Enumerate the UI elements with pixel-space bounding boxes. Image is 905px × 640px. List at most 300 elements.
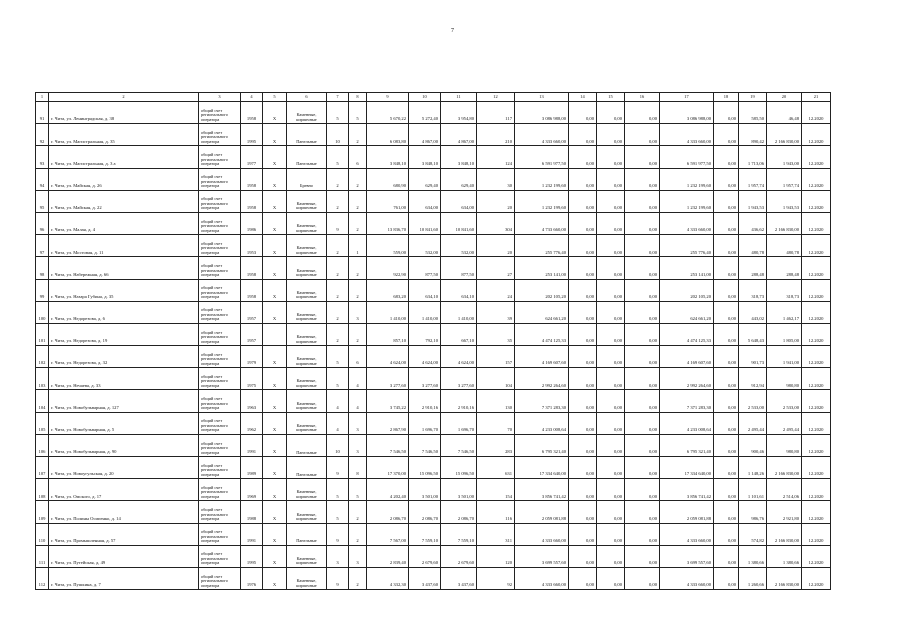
residents-cell: 30	[477, 168, 515, 190]
total-cost-cell: 4 169 607,60	[515, 346, 569, 368]
owners-cost-cell: 1 232 199,60	[660, 190, 714, 212]
total-cost-cell: 17 334 640,00	[515, 457, 569, 479]
table-row	[36, 279, 831, 301]
total-cost-cell: 4 733 660,00	[515, 212, 569, 234]
wall-material-cell: Каменные, кирпичные	[287, 301, 327, 323]
residential-area-cell: 15 096,50	[441, 457, 477, 479]
other-cost-cell: 0,00	[714, 102, 739, 124]
unit-cost-cell: 1 380,66	[739, 545, 767, 567]
budget-cost-cell: 0,00	[597, 523, 625, 545]
living-area-cell: 4 867,00	[409, 124, 441, 146]
column-number-header: 6	[287, 93, 327, 102]
budget-cost-cell: 0,00	[597, 390, 625, 412]
entrances-cell: 6	[349, 146, 367, 168]
entrances-cell: 8	[349, 457, 367, 479]
column-number-header: 21	[802, 93, 831, 102]
completion-date-cell: 12.2020	[802, 168, 831, 190]
wall-material-cell: Каменные, кирпичные	[287, 102, 327, 124]
completion-date-cell: 12.2020	[802, 390, 831, 412]
fund-cost-cell: 0,00	[569, 390, 597, 412]
address-cell: г. Чита, ул. Новобульварная, д. 90	[49, 434, 199, 456]
max-unit-cost-cell: 1 462,17	[767, 301, 802, 323]
residential-area-cell: 532,00	[441, 235, 477, 257]
other-cost-cell: 0,00	[714, 257, 739, 279]
wall-material-cell: Каменные, кирпичные	[287, 412, 327, 434]
mark-cell: Х	[263, 567, 287, 589]
column-number-header: 20	[767, 93, 802, 102]
address-cell: г. Чита, ул. Мостовая, д. 11	[49, 235, 199, 257]
residential-area-cell: 2 910,16	[441, 390, 477, 412]
unit-cost-cell: 443,02	[739, 301, 767, 323]
address-cell: г. Чита, ул. Магистральная, д. 35	[49, 124, 199, 146]
max-unit-cost-cell: 1 943,53	[767, 190, 802, 212]
entrances-cell: 4	[349, 390, 367, 412]
owners-cost-cell: 6 591 977,50	[660, 146, 714, 168]
budget-cost-cell: 0,00	[597, 235, 625, 257]
total-cost-cell: 3 856 741,42	[515, 479, 569, 501]
max-unit-cost-cell: 2 495,44	[767, 412, 802, 434]
other-cost-cell: 0,00	[714, 412, 739, 434]
table-row	[36, 146, 831, 168]
budget-cost-cell: 0,00	[597, 434, 625, 456]
wall-material-cell: Каменные, кирпичные	[287, 279, 327, 301]
budget-cost-cell: 0,00	[597, 479, 625, 501]
local-cost-cell: 0,00	[625, 279, 660, 301]
unit-cost-cell: 480,78	[739, 235, 767, 257]
living-area-cell: 2 910,16	[409, 390, 441, 412]
budget-cost-cell: 0,00	[597, 124, 625, 146]
table-row	[36, 501, 831, 523]
wall-material-cell: Каменные, кирпичные	[287, 190, 327, 212]
local-cost-cell: 0,00	[625, 190, 660, 212]
unit-cost-cell: 585,50	[739, 102, 767, 124]
address-cell: г. Чита, ул. Нечаева, д. 33	[49, 368, 199, 390]
living-area-cell: 3 437,60	[409, 567, 441, 589]
address-cell: г. Чита, ул. Ленинградская, д. 38	[49, 102, 199, 124]
wall-material-cell: Каменные, кирпичные	[287, 257, 327, 279]
budget-cost-cell: 0,00	[597, 501, 625, 523]
budget-cost-cell: 0,00	[597, 257, 625, 279]
fund-cost-cell: 0,00	[569, 412, 597, 434]
total-area-cell: 5 670,22	[367, 102, 409, 124]
other-cost-cell: 0,00	[714, 479, 739, 501]
mark-cell: Х	[263, 479, 287, 501]
address-cell: г. Чита, ул. Недорезова, д. 32	[49, 346, 199, 368]
floors-cell: 5	[327, 146, 349, 168]
column-number-row	[36, 93, 831, 102]
floors-cell: 9	[327, 457, 349, 479]
living-area-cell: 4 624,00	[409, 346, 441, 368]
address-cell: г. Чита, ул. Промышленная, д. 57	[49, 523, 199, 545]
row-number-cell: 99	[36, 279, 49, 301]
wall-material-cell: Панельные	[287, 457, 327, 479]
owners-cost-cell: 4 233 008,64	[660, 412, 714, 434]
local-cost-cell: 0,00	[625, 567, 660, 589]
residential-area-cell: 2 086,70	[441, 501, 477, 523]
account-type-cell: общий счет регионального оператора	[199, 457, 241, 479]
total-area-cell: 922,90	[367, 257, 409, 279]
residents-cell: 70	[477, 412, 515, 434]
owners-cost-cell: 6 795 321,40	[660, 434, 714, 456]
total-cost-cell: 7 371 283,30	[515, 390, 569, 412]
unit-cost-cell: 986,76	[739, 501, 767, 523]
address-cell: г. Чита, ул. Недорезова, д. 6	[49, 301, 199, 323]
residents-cell: 24	[477, 279, 515, 301]
local-cost-cell: 0,00	[625, 412, 660, 434]
total-area-cell: 559,00	[367, 235, 409, 257]
row-number-cell: 109	[36, 501, 49, 523]
fund-cost-cell: 0,00	[569, 124, 597, 146]
residents-cell: 130	[477, 390, 515, 412]
year-built-cell: 1953	[241, 235, 263, 257]
mark-cell: Х	[263, 279, 287, 301]
floors-cell: 2	[327, 323, 349, 345]
local-cost-cell: 0,00	[625, 501, 660, 523]
local-cost-cell: 0,00	[625, 301, 660, 323]
owners-cost-cell: 4 333 660,00	[660, 523, 714, 545]
total-cost-cell: 255 776,40	[515, 235, 569, 257]
wall-material-cell: Каменные, кирпичные	[287, 567, 327, 589]
floors-cell: 5	[327, 368, 349, 390]
table-row	[36, 457, 831, 479]
account-type-cell: общий счет регионального оператора	[199, 390, 241, 412]
wall-material-cell: Бревно	[287, 168, 327, 190]
year-built-cell: 1979	[241, 346, 263, 368]
entrances-cell: 2	[349, 323, 367, 345]
total-area-cell: 3 745,22	[367, 390, 409, 412]
owners-cost-cell: 3 086 988,00	[660, 102, 714, 124]
table-row	[36, 212, 831, 234]
unit-cost-cell: 318,73	[739, 279, 767, 301]
completion-date-cell: 12.2020	[802, 434, 831, 456]
fund-cost-cell: 0,00	[569, 168, 597, 190]
fund-cost-cell: 0,00	[569, 146, 597, 168]
fund-cost-cell: 0,00	[569, 235, 597, 257]
residents-cell: 92	[477, 567, 515, 589]
table-row	[36, 190, 831, 212]
local-cost-cell: 0,00	[625, 235, 660, 257]
residents-cell: 157	[477, 346, 515, 368]
owners-cost-cell: 2 992 264,60	[660, 368, 714, 390]
floors-cell: 9	[327, 212, 349, 234]
other-cost-cell: 0,00	[714, 457, 739, 479]
residential-area-cell: 2 679,60	[441, 545, 477, 567]
table-row	[36, 412, 831, 434]
floors-cell: 5	[327, 501, 349, 523]
fund-cost-cell: 0,00	[569, 102, 597, 124]
completion-date-cell: 12.2020	[802, 501, 831, 523]
entrances-cell: 6	[349, 346, 367, 368]
entrances-cell: 5	[349, 102, 367, 124]
entrances-cell: 2	[349, 190, 367, 212]
max-unit-cost-cell: 2 921,80	[767, 501, 802, 523]
table-row	[36, 235, 831, 257]
completion-date-cell: 12.2020	[802, 146, 831, 168]
year-built-cell: 1986	[241, 212, 263, 234]
row-number-cell: 92	[36, 124, 49, 146]
local-cost-cell: 0,00	[625, 368, 660, 390]
row-number-cell: 103	[36, 368, 49, 390]
max-unit-cost-cell: 980,80	[767, 368, 802, 390]
row-number-cell: 97	[36, 235, 49, 257]
mark-cell: Х	[263, 257, 287, 279]
fund-cost-cell: 0,00	[569, 545, 597, 567]
fund-cost-cell: 0,00	[569, 368, 597, 390]
account-type-cell: общий счет регионального оператора	[199, 545, 241, 567]
residents-cell: 120	[477, 545, 515, 567]
living-area-cell: 629,40	[409, 168, 441, 190]
address-cell: г. Чита, ул. Набережная, д. 66	[49, 257, 199, 279]
owners-cost-cell: 4 333 660,00	[660, 124, 714, 146]
account-type-cell: общий счет регионального оператора	[199, 323, 241, 345]
residential-area-cell: 634,00	[441, 190, 477, 212]
residential-area-cell: 7 559,10	[441, 523, 477, 545]
mark-cell: Х	[263, 457, 287, 479]
account-type-cell: общий счет регионального оператора	[199, 368, 241, 390]
residential-area-cell: 3 848,10	[441, 146, 477, 168]
completion-date-cell: 12.2020	[802, 346, 831, 368]
mark-cell: Х	[263, 434, 287, 456]
total-area-cell: 6 083,80	[367, 124, 409, 146]
wall-material-cell: Каменные, кирпичные	[287, 501, 327, 523]
total-area-cell: 3 277,60	[367, 368, 409, 390]
owners-cost-cell: 255 776,40	[660, 235, 714, 257]
wall-material-cell: Панельные	[287, 124, 327, 146]
residents-cell: 283	[477, 434, 515, 456]
table-row	[36, 102, 831, 124]
residential-area-cell: 3 954,80	[441, 102, 477, 124]
entrances-cell: 2	[349, 124, 367, 146]
column-number-header: 10	[409, 93, 441, 102]
residential-area-cell: 10 841,60	[441, 212, 477, 234]
account-type-cell: общий счет регионального оператора	[199, 146, 241, 168]
unit-cost-cell: 436,62	[739, 212, 767, 234]
account-type-cell: общий счет регионального оператора	[199, 190, 241, 212]
address-cell: г. Чита, ул. Путейская, д. 49	[49, 545, 199, 567]
total-area-cell: 17 370,00	[367, 457, 409, 479]
residents-cell: 20	[477, 190, 515, 212]
completion-date-cell: 12.2020	[802, 190, 831, 212]
floors-cell: 10	[327, 434, 349, 456]
table-row	[36, 368, 831, 390]
mark-cell: Х	[263, 235, 287, 257]
completion-date-cell: 12.2020	[802, 545, 831, 567]
total-area-cell: 857,10	[367, 323, 409, 345]
other-cost-cell: 0,00	[714, 124, 739, 146]
max-unit-cost-cell: 1 943,00	[767, 146, 802, 168]
total-area-cell: 2 867,90	[367, 412, 409, 434]
max-unit-cost-cell: 1 957,74	[767, 168, 802, 190]
fund-cost-cell: 0,00	[569, 501, 597, 523]
mark-cell: Х	[263, 301, 287, 323]
address-cell: г. Чита, ул. Новобульварная, д. 127	[49, 390, 199, 412]
floors-cell: 2	[327, 168, 349, 190]
max-unit-cost-cell: 2 533,00	[767, 390, 802, 412]
living-area-cell: 634,00	[409, 190, 441, 212]
residential-area-cell: 3 501,00	[441, 479, 477, 501]
total-cost-cell: 3 699 557,60	[515, 545, 569, 567]
fund-cost-cell: 0,00	[569, 434, 597, 456]
mark-cell: Х	[263, 545, 287, 567]
residents-cell: 124	[477, 146, 515, 168]
floors-cell: 9	[327, 523, 349, 545]
account-type-cell: общий счет регионального оператора	[199, 346, 241, 368]
budget-cost-cell: 0,00	[597, 102, 625, 124]
mark-cell: Х	[263, 368, 287, 390]
fund-cost-cell: 0,00	[569, 212, 597, 234]
table-body	[36, 102, 831, 590]
living-area-cell: 3 277,60	[409, 368, 441, 390]
column-number-header: 16	[625, 93, 660, 102]
total-cost-cell: 624 661,20	[515, 301, 569, 323]
local-cost-cell: 0,00	[625, 346, 660, 368]
budget-cost-cell: 0,00	[597, 457, 625, 479]
entrances-cell: 1	[349, 235, 367, 257]
year-built-cell: 1958	[241, 190, 263, 212]
mark-cell: Х	[263, 390, 287, 412]
total-cost-cell: 253 141,00	[515, 257, 569, 279]
fund-cost-cell: 0,00	[569, 567, 597, 589]
table-row	[36, 323, 831, 345]
account-type-cell: общий счет регионального оператора	[199, 279, 241, 301]
completion-date-cell: 12.2020	[802, 457, 831, 479]
owners-cost-cell: 7 371 283,30	[660, 390, 714, 412]
total-area-cell: 7 546,50	[367, 434, 409, 456]
fund-cost-cell: 0,00	[569, 523, 597, 545]
unit-cost-cell: 1 101,61	[739, 479, 767, 501]
table-row	[36, 257, 831, 279]
completion-date-cell: 12.2020	[802, 412, 831, 434]
wall-material-cell: Каменные, кирпичные	[287, 323, 327, 345]
row-number-cell: 96	[36, 212, 49, 234]
column-number-header: 5	[263, 93, 287, 102]
address-cell: г. Чита, ул. Пушкина, д. 7	[49, 567, 199, 589]
row-number-cell: 100	[36, 301, 49, 323]
floors-cell: 2	[327, 301, 349, 323]
unit-cost-cell: 2 495,44	[739, 412, 767, 434]
completion-date-cell: 12.2020	[802, 567, 831, 589]
residential-area-cell: 1 696,70	[441, 412, 477, 434]
entrances-cell: 2	[349, 279, 367, 301]
table-row	[36, 545, 831, 567]
local-cost-cell: 0,00	[625, 146, 660, 168]
floors-cell: 2	[327, 257, 349, 279]
budget-cost-cell: 0,00	[597, 212, 625, 234]
total-area-cell: 680,90	[367, 168, 409, 190]
total-cost-cell: 3 086 988,00	[515, 102, 569, 124]
row-number-cell: 107	[36, 457, 49, 479]
residents-cell: 210	[477, 124, 515, 146]
floors-cell: 4	[327, 412, 349, 434]
completion-date-cell: 12.2020	[802, 279, 831, 301]
owners-cost-cell: 253 141,00	[660, 257, 714, 279]
row-number-cell: 95	[36, 190, 49, 212]
completion-date-cell: 12.2020	[802, 479, 831, 501]
table-row	[36, 301, 831, 323]
owners-cost-cell: 4 169 607,60	[660, 346, 714, 368]
floors-cell: 3	[327, 545, 349, 567]
local-cost-cell: 0,00	[625, 102, 660, 124]
year-built-cell: 1991	[241, 434, 263, 456]
total-cost-cell: 4 233 008,64	[515, 412, 569, 434]
row-number-cell: 105	[36, 412, 49, 434]
account-type-cell: общий счет регионального оператора	[199, 168, 241, 190]
unit-cost-cell: 890,42	[739, 124, 767, 146]
entrances-cell: 2	[349, 212, 367, 234]
completion-date-cell: 12.2020	[802, 235, 831, 257]
unit-cost-cell: 1 260,66	[739, 567, 767, 589]
living-area-cell: 792,10	[409, 323, 441, 345]
completion-date-cell: 12.2020	[802, 102, 831, 124]
mark-cell: Х	[263, 412, 287, 434]
fund-cost-cell: 0,00	[569, 479, 597, 501]
mark-cell: Х	[263, 146, 287, 168]
unit-cost-cell: 1 713,06	[739, 146, 767, 168]
mark-cell: Х	[263, 212, 287, 234]
table-row	[36, 523, 831, 545]
residents-cell: 117	[477, 102, 515, 124]
budget-cost-cell: 0,00	[597, 412, 625, 434]
row-number-cell: 102	[36, 346, 49, 368]
completion-date-cell: 12.2020	[802, 368, 831, 390]
table-row	[36, 390, 831, 412]
completion-date-cell: 12.2020	[802, 323, 831, 345]
row-number-cell: 101	[36, 323, 49, 345]
total-cost-cell: 4 474 125,33	[515, 323, 569, 345]
fund-cost-cell: 0,00	[569, 301, 597, 323]
address-cell: г. Чита, ул. Майская, д. 22	[49, 190, 199, 212]
fund-cost-cell: 0,00	[569, 257, 597, 279]
max-unit-cost-cell: 480,78	[767, 235, 802, 257]
residents-cell: 116	[477, 501, 515, 523]
column-number-header: 12	[477, 93, 515, 102]
living-area-cell: 7 559,10	[409, 523, 441, 545]
owners-cost-cell: 4 474 125,33	[660, 323, 714, 345]
column-number-header: 14	[569, 93, 597, 102]
residential-area-cell: 629,40	[441, 168, 477, 190]
local-cost-cell: 0,00	[625, 545, 660, 567]
budget-cost-cell: 0,00	[597, 190, 625, 212]
total-area-cell: 3 848,10	[367, 146, 409, 168]
other-cost-cell: 0,00	[714, 567, 739, 589]
unit-cost-cell: 1 943,53	[739, 190, 767, 212]
completion-date-cell: 12.2020	[802, 257, 831, 279]
column-number-header: 2	[49, 93, 199, 102]
entrances-cell: 2	[349, 257, 367, 279]
address-cell: г. Чита, ул. Магистральная, д. 3 а	[49, 146, 199, 168]
max-unit-cost-cell: 1 941,00	[767, 346, 802, 368]
total-cost-cell: 2 992 264,60	[515, 368, 569, 390]
unit-cost-cell: 1 957,74	[739, 168, 767, 190]
local-cost-cell: 0,00	[625, 212, 660, 234]
year-built-cell: 1995	[241, 545, 263, 567]
max-unit-cost-cell: 1 805,00	[767, 323, 802, 345]
other-cost-cell: 0,00	[714, 301, 739, 323]
row-number-cell: 91	[36, 102, 49, 124]
unit-cost-cell: 2 533,00	[739, 390, 767, 412]
year-built-cell: 1958	[241, 102, 263, 124]
other-cost-cell: 0,00	[714, 212, 739, 234]
year-built-cell: 1957	[241, 301, 263, 323]
owners-cost-cell: 202 105,20	[660, 279, 714, 301]
fund-cost-cell: 0,00	[569, 323, 597, 345]
account-type-cell: общий счет регионального оператора	[199, 412, 241, 434]
mark-cell: Х	[263, 190, 287, 212]
address-cell: г. Чита, ул. Омского, д. 17	[49, 479, 199, 501]
local-cost-cell: 0,00	[625, 457, 660, 479]
year-built-cell: 1991	[241, 523, 263, 545]
other-cost-cell: 0,00	[714, 501, 739, 523]
